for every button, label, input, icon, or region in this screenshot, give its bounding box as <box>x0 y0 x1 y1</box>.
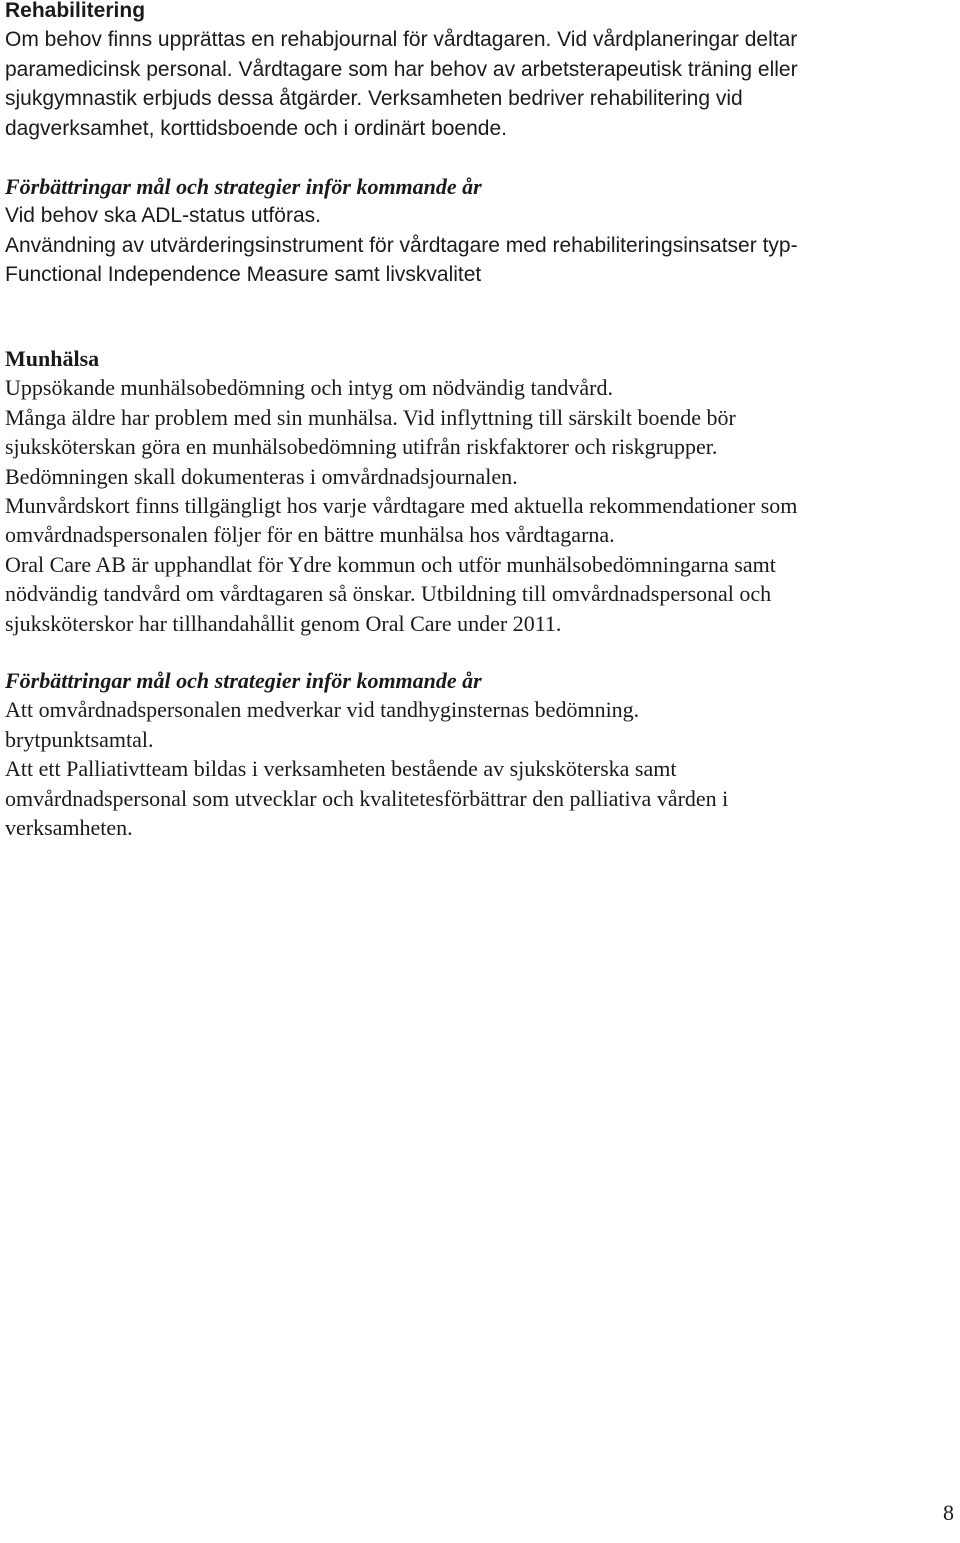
oral-section <box>5 344 955 638</box>
goals-line: brytpunktsamtal. <box>5 726 154 752</box>
rehab-line: paramedicinsk personal. Vårdtagare som har behov av arbetsterapeutisk träning eller <box>5 57 798 81</box>
goals-line: Att omvårdnadspersonalen medverkar vid tandhyginsternas bedömning. <box>5 697 640 723</box>
rehab-line: Om behov finns upprättas en rehabjournal för vårdtagaren. Vid vårdplaneringar deltar <box>5 28 798 52</box>
oral-line: sjuksköterskor har tillhandahållit genom Oral Care under 2011. <box>5 610 562 636</box>
oral-goals-section <box>5 666 955 842</box>
goals-line: Användning av utvärderingsinstrument för vårdtagare med rehabiliteringsinsatser typ- <box>5 233 798 257</box>
oral-line: Oral Care AB är upphandlat för Ydre kommun och utför munhälsobedömningarna samt <box>5 551 776 577</box>
rehab-goals-section <box>5 172 955 290</box>
rehab-section <box>5 0 955 143</box>
goals-heading: Förbättringar mål och strategier inför kommande år <box>5 668 482 693</box>
oral-line: Uppsökande munhälsobedömning och intyg om nödvändig tandvård. <box>5 375 613 401</box>
goals-line: Functional Independence Measure samt livskvalitet <box>5 263 482 287</box>
goals-line: Vid behov ska ADL-status utföras. <box>5 204 321 228</box>
rehab-line: sjukgymnastik erbjuds dessa åtgärder. Verksamheten bedriver rehabilitering vid <box>5 87 743 111</box>
oral-line: nödvändig tandvård om vårdtagaren så önskar. Utbildning till omvårdnadspersonal och <box>5 581 772 607</box>
oral-line: Munvårdskort finns tillgängligt hos varje vårdtagare med aktuella rekommendationer som <box>5 492 798 518</box>
oral-line: sjuksköterskan göra en munhälsobedömning utifrån riskfaktorer och riskgrupper. <box>5 434 718 460</box>
section-heading-rehabilitering: Rehabilitering <box>5 0 146 22</box>
oral-line: Många äldre har problem med sin munhälsa. Vid inflyttning till särskilt boende bör <box>5 404 736 430</box>
goals-heading: Förbättringar mål och strategier inför kommande år <box>5 174 482 199</box>
rehab-line: dagverksamhet, korttidsboende och i ordinärt boende. <box>5 116 507 140</box>
goals-line: verksamheten. <box>5 814 133 840</box>
oral-line: Bedömningen skall dokumenteras i omvårdnadsjournalen. <box>5 463 518 489</box>
oral-line: omvårdnadspersonalen följer för en bättre munhälsa hos vårdtagarna. <box>5 522 615 548</box>
section-heading-munhalsa: Munhälsa <box>5 346 100 371</box>
goals-line: omvårdnadspersonal som utvecklar och kvalitetesförbättrar den palliativa vården i <box>5 785 729 811</box>
page-number: 8 <box>943 1500 954 1525</box>
goals-line: Att ett Palliativtteam bildas i verksamheten bestående av sjuksköterska samt <box>5 756 677 782</box>
